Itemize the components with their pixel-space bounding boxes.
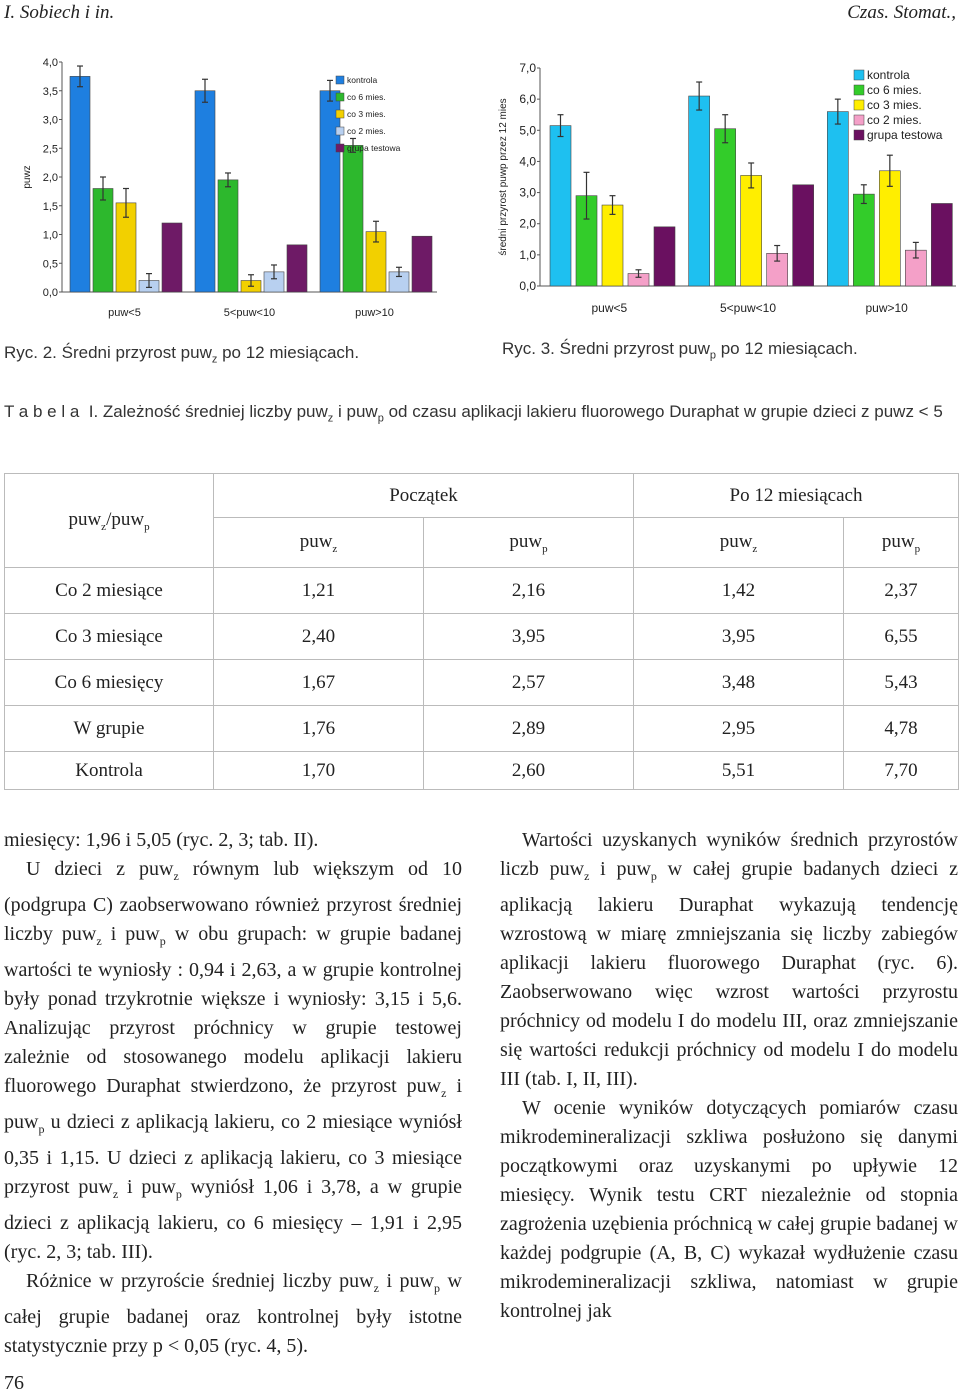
y-axis-label: średni przyrost puwp przez 12 mies xyxy=(498,98,509,256)
table-row xyxy=(5,706,959,752)
row-label: Kontrola xyxy=(5,752,214,790)
legend-label: co 6 mies. xyxy=(867,83,922,97)
legend-label: co 2 mies. xyxy=(867,113,922,127)
table-cell: 1,42 xyxy=(634,568,844,614)
figure-3-bar-chart xyxy=(492,58,960,326)
legend-swatch xyxy=(854,130,864,140)
y-tick-label: 4,0 xyxy=(519,154,536,169)
row-label: Co 6 miesięcy xyxy=(5,660,214,706)
x-tick-label: puw<5 xyxy=(591,301,628,315)
table-cell: 2,95 xyxy=(634,706,844,752)
legend-label: grupa testowa xyxy=(867,128,943,142)
legend-label: kontrola xyxy=(347,75,378,85)
bar xyxy=(741,175,762,286)
legend-label: co 6 mies. xyxy=(347,92,386,102)
table-corner-header: puw$_z$/puw$_p$ xyxy=(5,474,214,568)
data-table xyxy=(4,473,959,790)
paragraph: U dzieci z puw$_z$ równym lub większym od 10 (podgrupa C) zaobserwowano również przyrost średniej liczby puw$_z$ i puw$_p$ w obu grupach: w grupie badanej wartości te wyniosły : 0,94 i 2,63, a w grupie kontrolnej były ponad trzykrotnie większe i wyniosły: 3,15 i 5,6. Analizując przyrost próchnicy w grupie testowej zależnie od stosowanego modelu aplikacji lakieru fluorowego Duraphat stwierdzono, że przyrost puw$_z$ i puw$_p$ u dzieci z aplikacją lakieru, co 2 miesiące wyniósł 0,35 i 1,15. U dzieci z aplikacją lakieru, co 3 miesiące przyrost puw$_z$ i puw$_p$ wyniósł 1,06 i 3,78, a w grupie dzieci z aplikacją lakieru, co 6 miesięcy – 1,91 i 2,95 (ryc. 2, 3; tab. III). xyxy=(4,858,463,1263)
legend-swatch xyxy=(336,76,344,84)
y-tick-label: 2,5 xyxy=(42,143,58,156)
table-row xyxy=(5,660,959,706)
paragraph: miesięcy: 1,96 i 5,05 (ryc. 2, 3; tab. II). xyxy=(4,829,319,851)
y-tick-label: 5,0 xyxy=(519,123,536,138)
bar xyxy=(343,145,363,292)
legend-swatch xyxy=(336,144,344,152)
bar xyxy=(654,227,675,286)
table-col-header: puw$_z$ xyxy=(634,518,844,568)
legend-swatch xyxy=(336,93,344,101)
body-text-right-column xyxy=(500,826,958,1326)
figure-3-caption: Ryc. 3. Średni przyrost puw$_p$ po 12 miesiącach. xyxy=(502,339,858,362)
bar xyxy=(195,91,215,292)
table-col-header: puw$_p$ xyxy=(844,518,959,568)
y-tick-label: 3,0 xyxy=(519,185,536,200)
table-cell: 7,70 xyxy=(844,752,959,790)
table-cell: 2,60 xyxy=(424,752,634,790)
table-cell: 3,95 xyxy=(634,614,844,660)
bar xyxy=(827,112,848,286)
bar xyxy=(320,91,340,292)
bar xyxy=(162,223,182,292)
bar xyxy=(412,236,432,292)
y-tick-label: 6,0 xyxy=(519,92,536,107)
x-tick-label: 5<puw<10 xyxy=(223,307,276,319)
table-cell: 1,76 xyxy=(214,706,424,752)
bar xyxy=(218,180,238,292)
y-tick-label: 4,0 xyxy=(42,57,58,69)
legend-swatch xyxy=(336,127,344,135)
legend-label: kontrola xyxy=(867,68,910,82)
row-label: Co 2 miesiące xyxy=(5,568,214,614)
table-cell: 2,16 xyxy=(424,568,634,614)
bar xyxy=(879,171,900,286)
y-tick-label: 0,0 xyxy=(519,279,536,293)
table-cell: 6,55 xyxy=(844,614,959,660)
table-row xyxy=(5,752,959,790)
legend-label: grupa testowa xyxy=(347,143,401,153)
page-number: 76 xyxy=(4,1372,24,1394)
bar xyxy=(715,129,736,286)
legend-label: co 3 mies. xyxy=(347,109,386,119)
figure-2-bar-chart xyxy=(18,52,443,324)
table-group-end: Po 12 miesiącach xyxy=(634,474,959,518)
legend-swatch xyxy=(854,70,864,80)
y-axis-label: puwz xyxy=(22,165,33,189)
y-tick-label: 0,0 xyxy=(42,287,58,299)
table-cell: 2,40 xyxy=(214,614,424,660)
legend-label: co 2 mies. xyxy=(347,126,386,136)
y-tick-label: 7,0 xyxy=(519,61,536,75)
x-tick-label: puw>10 xyxy=(355,307,394,319)
figure-2-caption: Ryc. 2. Średni przyrost puw$_z$ po 12 miesiącach. xyxy=(4,343,360,366)
bar xyxy=(853,194,874,286)
y-tick-label: 3,5 xyxy=(42,85,58,98)
x-tick-label: puw<5 xyxy=(108,307,141,319)
y-tick-label: 2,0 xyxy=(519,216,536,231)
table-cell: 2,89 xyxy=(424,706,634,752)
table-cell: 5,51 xyxy=(634,752,844,790)
bar xyxy=(602,205,623,286)
table-col-header: puw$_z$ xyxy=(214,518,424,568)
table-cell: 2,37 xyxy=(844,568,959,614)
bar xyxy=(70,76,90,292)
table-group-start: Początek xyxy=(214,474,634,518)
legend-label: co 3 mies. xyxy=(867,98,922,112)
row-label: Co 3 miesiące xyxy=(5,614,214,660)
legend-swatch xyxy=(336,110,344,118)
table-cell: 4,78 xyxy=(844,706,959,752)
table-caption: T a b e l a I. Zależność średniej liczby puw$_z$ i puw$_p$ od czasu aplikacji lakieru fluorowego Duraphat w grupie dzieci z puwz < 5 xyxy=(4,402,943,425)
paragraph: W ocenie wyników dotyczących pomiarów czasu mikrodemineralizacji szkliwa posłużono się danymi początkowymi oraz uzyskanymi po upływie 12 miesięcy. Wynik testu CRT niezależnie od stopnia zagrożenia uzębienia próchnicą w całej grupie badanej w każdej podgrupie (A, B, C) wykazał wydłużenie czasu mikrodemineralizacji szkliwa, natomiast w grupie kontrolnej jak xyxy=(500,1097,958,1322)
bar xyxy=(550,126,571,286)
table-col-header: puw$_p$ xyxy=(424,518,634,568)
y-tick-label: 0,5 xyxy=(42,258,58,271)
table-cell: 1,70 xyxy=(214,752,424,790)
x-tick-label: puw>10 xyxy=(865,301,908,315)
body-text-left-column xyxy=(4,826,462,1361)
table-cell: 1,67 xyxy=(214,660,424,706)
bar xyxy=(93,189,113,293)
bar xyxy=(689,96,710,286)
running-head-journal: Czas. Stomat., xyxy=(847,2,956,23)
table-cell: 5,43 xyxy=(844,660,959,706)
paragraph: Różnice w przyroście średniej liczby puw$_z$ i puw$_p$ w całej grupie badanej oraz kontrolnej były istotne statystycznie przy p < 0,05 (ryc. 4, 5). xyxy=(4,1270,462,1357)
legend-swatch xyxy=(854,115,864,125)
row-label: W grupie xyxy=(5,706,214,752)
table-cell: 3,48 xyxy=(634,660,844,706)
y-tick-label: 1,0 xyxy=(42,229,58,242)
x-tick-label: 5<puw<10 xyxy=(719,301,777,315)
legend-swatch xyxy=(854,100,864,110)
table-cell: 2,57 xyxy=(424,660,634,706)
legend-swatch xyxy=(854,85,864,95)
y-tick-label: 1,5 xyxy=(42,200,58,213)
y-tick-label: 2,0 xyxy=(42,172,58,184)
y-tick-label: 3,0 xyxy=(42,114,58,127)
bar xyxy=(931,203,952,286)
bar xyxy=(793,185,814,286)
paragraph: Wartości uzyskanych wyników średnich przyrostów liczb puw$_z$ i puw$_p$ w całej grupie badanych dzieci z aplikacją lakieru Duraphat wykazują tendencję wzrostową w miarę zmniejszania się liczby zabiegów aplikacji lakieru fluorowego Duraphat (ryc. 6). Zaobserwowano więc wzrost wartości przyrostu próchnicy od modelu I do modelu III, oraz zmniejszanie się wartości redukcji próchnicy od modelu I do modelu III (tab. I, II, III). xyxy=(500,829,958,1090)
table-row xyxy=(5,614,959,660)
table-cell: 3,95 xyxy=(424,614,634,660)
table-cell: 1,21 xyxy=(214,568,424,614)
y-tick-label: 1,0 xyxy=(519,247,536,262)
bar xyxy=(287,245,307,292)
table-row xyxy=(5,568,959,614)
running-head-authors: I. Sobiech i in. xyxy=(4,2,115,23)
